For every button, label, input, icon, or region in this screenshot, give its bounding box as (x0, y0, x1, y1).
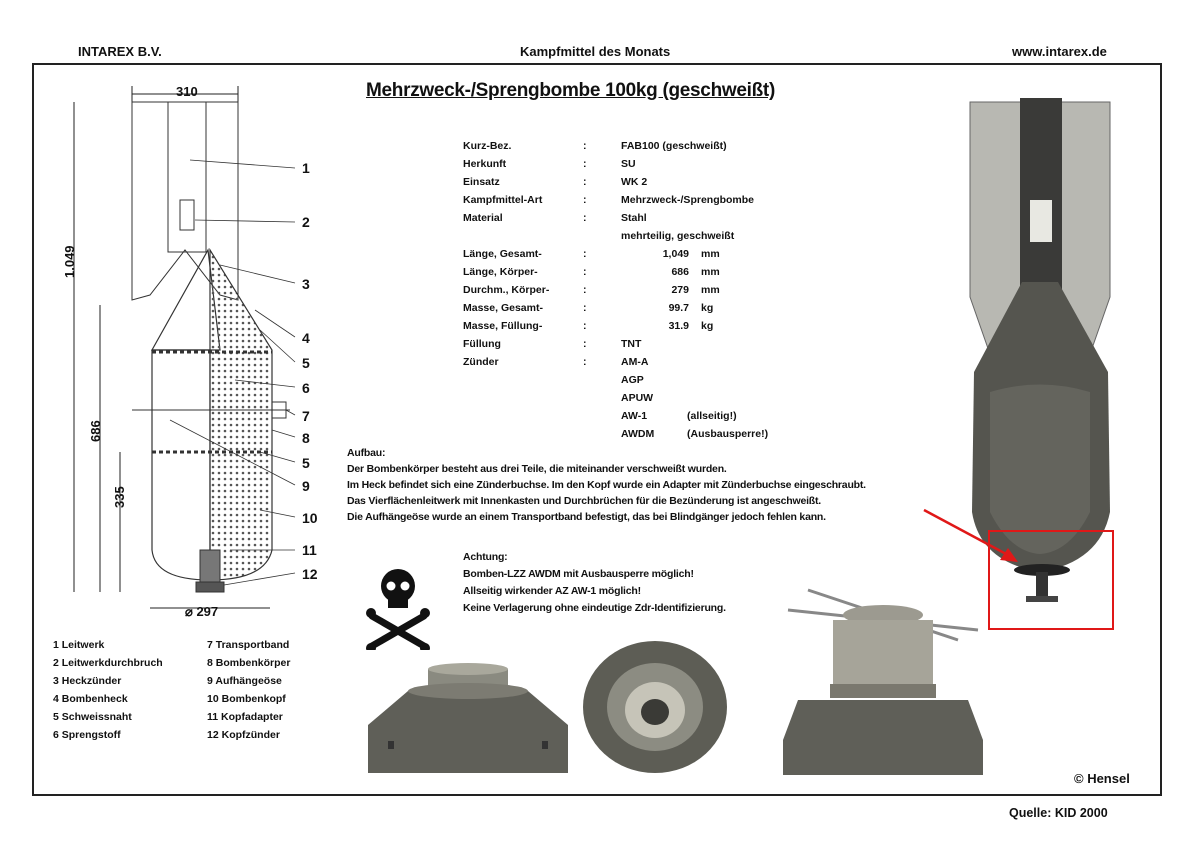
detail-photo-tail (368, 655, 568, 773)
aufbau-heading: Aufbau: (347, 447, 386, 459)
callout-number: 5 (302, 455, 310, 471)
header-center: Kampfmittel des Monats (520, 44, 671, 59)
callout-number: 12 (302, 566, 318, 582)
spec-table: Kurz-Bez. : FAB100 (geschweißt) Herkunft : SU Einsatz : WK 2 Kampfmittel-Art : Mehrzweck-/Sprengbombe Material : Stahl mehrteilig, geschweißt Länge, Gesamt- : 1,049 mm Länge, Körper- : 686 mm Durchm., Körper- : 279 mm Masse, Gesamt- : 99.7 kg Masse, Füllung- : 31.9 kg Füllung : TNT Zünder : AM-A AGP APUW AW-1 (allseitig!) AWDM (Ausbausperre!) (463, 140, 769, 440)
achtung-line: Bomben-LZZ AWDM mit Ausbausperre möglich! (463, 568, 694, 580)
bomb-cross-section-diagram (60, 80, 340, 625)
legend-item: 10 Bombenkopf (207, 693, 286, 705)
callout-number: 7 (302, 408, 310, 424)
detail-photo-fuze-well (580, 638, 730, 776)
legend-right (207, 636, 347, 744)
legend-item: 4 Bombenheck (53, 693, 128, 705)
skull-crossbones-icon (362, 566, 434, 650)
nose-fuze-callout-box (988, 530, 1114, 630)
dim-length-total: 1.049 (62, 245, 77, 278)
page-title: Mehrzweck-/Sprengbombe 100kg (geschweißt) (366, 80, 775, 101)
callout-number: 8 (302, 430, 310, 446)
callout-number: 2 (302, 214, 310, 230)
dim-length-lower: 335 (112, 486, 127, 508)
detail-photo-nose-fuze (778, 580, 988, 775)
dim-width: 310 (176, 84, 198, 99)
callout-number: 10 (302, 510, 318, 526)
legend-left (53, 636, 203, 744)
achtung-line: Keine Verlagerung ohne eindeutige Zdr-Identifizierung. (463, 602, 726, 614)
callout-number: 9 (302, 478, 310, 494)
source-credit: Quelle: KID 2000 (1009, 806, 1108, 820)
achtung-heading: Achtung: (463, 551, 508, 563)
aufbau-line: Im Heck befindet sich eine Zünderbuchse. Im den Kopf wurde ein Adapter mit Zünderbuchse eingeschraubt. (347, 479, 866, 491)
dim-length-body: 686 (88, 420, 103, 442)
legend-item: 8 Bombenkörper (207, 657, 291, 669)
dim-diameter: ⌀ 297 (185, 604, 219, 619)
legend-item: 5 Schweissnaht (53, 711, 132, 723)
legend-item: 3 Heckzünder (53, 675, 122, 687)
callout-number: 11 (302, 542, 317, 558)
header-right: www.intarex.de (1012, 44, 1107, 59)
callout-number: 4 (302, 330, 310, 346)
header-left: INTAREX B.V. (78, 44, 162, 59)
copyright: © Hensel (1074, 771, 1130, 786)
legend-item: 7 Transportband (207, 639, 290, 651)
aufbau-section (347, 445, 957, 525)
legend-item: 9 Aufhängeöse (207, 675, 282, 687)
aufbau-line: Das Vierflächenleitwerk mit Innenkasten und Durchbrüchen für die Bezünderung ist angeschweißt. (347, 495, 822, 507)
callout-number: 3 (302, 276, 310, 292)
legend-item: 11 Kopfadapter (207, 711, 283, 723)
callout-number: 1 (302, 160, 310, 176)
aufbau-line: Der Bombenkörper besteht aus drei Teile, die miteinander verschweißt wurden. (347, 463, 727, 475)
legend-item: 2 Leitwerkdurchbruch (53, 657, 163, 669)
legend-item: 12 Kopfzünder (207, 729, 280, 741)
callout-number: 5 (302, 355, 310, 371)
callout-number: 6 (302, 380, 310, 396)
aufbau-line: Die Aufhängeöse wurde an einem Transportband befestigt, das bei Blindgänger jedoch fehlen kann. (347, 511, 826, 523)
legend-item: 1 Leitwerk (53, 639, 105, 651)
achtung-line: Allseitig wirkender AZ AW-1 möglich! (463, 585, 641, 597)
legend-item: 6 Sprengstoff (53, 729, 121, 741)
achtung-section (463, 549, 783, 617)
